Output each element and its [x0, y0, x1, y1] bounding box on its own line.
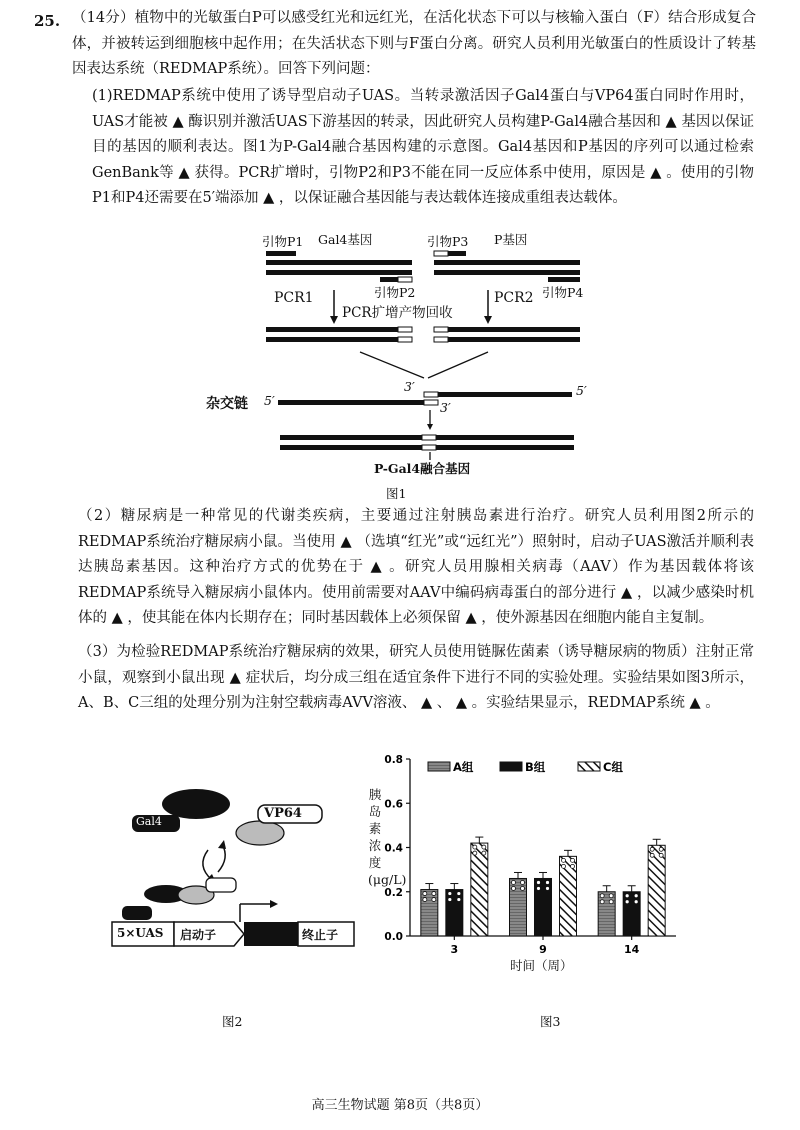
- chart-point: [600, 900, 604, 904]
- label-hybrid-3-bottom: 3′: [440, 400, 451, 415]
- chart-bar: [648, 845, 665, 936]
- label-p-gene: P基因: [494, 232, 528, 247]
- chart-bar: [471, 843, 488, 936]
- part-2-text: （2）糖尿病是一种常见的代谢类疾病，主要通过注射胰岛素进行治疗。研究人员利用图2所示的REDMAP系统治疗糖尿病小鼠。当使用 ▲ （选填“红光”或“远红光”）照射时，启动子UAS激活并顺利表达胰岛素基因。这种治疗方式的优势在于 ▲ 。研究人员用腺相关病毒（AAV）作为基因载体将该REDMAP系统导入糖尿病小鼠体内。使用前需要对AAV中编码病毒蛋白的部分进行 ▲ ，以减少感染时机体的 ▲ ，使其能在体内长期存在；同时基因载体上必须保留 ▲ ，使外源基因在细胞内能自主复制。: [78, 508, 754, 626]
- label-hybrid-3-top: 3′: [404, 379, 415, 394]
- legend-label: C组: [603, 760, 623, 774]
- label-pcr1: PCR1: [274, 290, 314, 306]
- chart-xlabel: 时间（周）: [510, 958, 573, 973]
- chart-point: [562, 858, 566, 862]
- label-terminator: 终止子: [302, 928, 339, 942]
- label-pcr2: PCR2: [494, 290, 534, 306]
- chart-point: [457, 898, 461, 902]
- chart-point: [482, 851, 486, 855]
- chart-point: [546, 886, 550, 890]
- chart-point: [512, 880, 516, 884]
- label-gal4-gene: Gal4基因: [318, 232, 373, 247]
- legend-label: A组: [453, 760, 474, 774]
- chart-point: [423, 892, 427, 896]
- figure-2-caption: 图2: [222, 1014, 243, 1029]
- label-hybrid-5-right: 5′: [576, 383, 587, 398]
- chart-bar: [446, 890, 463, 936]
- label-primer-p1: 引物P1: [262, 234, 304, 249]
- legend-swatch: [578, 762, 600, 771]
- label-5xuas: 5×UAS: [117, 926, 164, 940]
- figure-3-caption: 图3: [540, 1014, 561, 1029]
- chart-y-tick-label: 0.4: [384, 842, 403, 855]
- chart-point: [423, 898, 427, 902]
- label-vp64: VP64: [264, 806, 302, 821]
- label-hybrid-5-left: 5′: [264, 393, 275, 408]
- legend-swatch: [428, 762, 450, 771]
- label-primer-p3: 引物P3: [427, 234, 469, 249]
- chart-point: [537, 880, 541, 884]
- chart-point: [432, 898, 436, 902]
- chart-point: [571, 858, 575, 862]
- label-primer-p4: 引物P4: [542, 285, 584, 300]
- chart-point: [659, 847, 663, 851]
- label-primer-p2: 引物P2: [374, 285, 416, 300]
- chart-y-tick-label: 0.8: [384, 754, 403, 766]
- chart-point: [521, 880, 525, 884]
- chart-point: [600, 894, 604, 898]
- chart-point: [457, 892, 461, 896]
- question-intro: （14分）植物中的光敏蛋白P可以感受红光和远红光，在活化状态下可以与核输入蛋白（F）结合形成复合体，并被转运到细胞核中起作用；在失活状态下则与F蛋白分离。研究人员利用光敏蛋白的性质设计了转基因表达系统（REDMAP系统）。回答下列问题：: [72, 10, 756, 77]
- page-footer: 高三生物试题 第8页（共8页）: [311, 1098, 489, 1113]
- chart-bar: [598, 892, 615, 936]
- label-hybrid: 杂交链: [206, 396, 248, 412]
- chart-point: [609, 894, 613, 898]
- chart-ylabel: 胰岛素浓度(μg/L): [368, 787, 407, 887]
- chart-point: [609, 900, 613, 904]
- part-3-text: （3）为检验REDMAP系统治疗糖尿病的效果，研究人员使用链脲佐菌素（诱导糖尿病的物质）注射正常小鼠，观察到小鼠出现 ▲ 症状后，均分成三组在适宜条件下进行不同的实验处理。实验结果如图3所示，A、B、C三组的处理分别为注射空载病毒AVV溶液、 ▲ 、 ▲ 。实验结果显示，REDMAP系统 ▲ 。: [78, 644, 754, 711]
- figure-1-caption: 图1: [386, 486, 407, 501]
- chart-bar: [623, 892, 640, 936]
- label-fusion-gene: P-Gal4融合基因: [374, 461, 471, 476]
- chart-bar: [560, 856, 577, 936]
- chart-y-tick-label: 0.6: [384, 798, 403, 811]
- chart-point: [473, 851, 477, 855]
- label-promoter: 启动子: [180, 928, 217, 942]
- chart-y-tick-label: 0.2: [384, 886, 403, 899]
- chart-point: [537, 886, 541, 890]
- chart-x-tick-label: 3: [450, 943, 459, 956]
- part-1-text: (1)REDMAP系统中使用了诱导型启动子UAS。当转录激活因子Gal4蛋白与VP64蛋白同时作用时，UAS才能被 ▲ 酶识别并激活UAS下游基因的转录，因此研究人员构建P-Gal4融合基因和 ▲ 基因以保证目的基因的顺利表达。图1为P-Gal4融合基因构建的示意图。Gal4基因和P基因的序列可以通过检索GenBank等 ▲ 获得。PCR扩增时，引物P2和P3不能在同一反应体系中使用，原因是 ▲ 。使用的引物P1和P4还需要在5′端添加 ▲ ，以保证融合基因能与表达载体连接成重组表达载体。: [92, 88, 754, 206]
- chart-point: [448, 892, 452, 896]
- chart-point: [562, 864, 566, 868]
- chart-point: [432, 892, 436, 896]
- chart-point: [512, 886, 516, 890]
- chart-point: [521, 886, 525, 890]
- chart-point: [448, 898, 452, 902]
- chart-point: [634, 900, 638, 904]
- chart-point: [634, 894, 638, 898]
- chart-bar: [421, 890, 438, 936]
- chart-point: [659, 853, 663, 857]
- chart-point: [482, 845, 486, 849]
- label-pcr-recover: PCR扩增产物回收: [342, 305, 453, 321]
- chart-point: [625, 894, 629, 898]
- legend-swatch: [500, 762, 522, 771]
- chart-x-tick-label: 14: [624, 943, 640, 956]
- chart-point: [571, 864, 575, 868]
- chart-point: [473, 845, 477, 849]
- label-gal4: Gal4: [136, 815, 162, 828]
- question-number: 25.: [34, 12, 61, 30]
- chart-point: [546, 880, 550, 884]
- chart-x-tick-label: 9: [539, 943, 547, 956]
- chart-point: [625, 900, 629, 904]
- legend-label: B组: [525, 760, 546, 774]
- chart-point: [650, 853, 654, 857]
- chart-y-tick-label: 0.0: [384, 931, 403, 943]
- chart-point: [650, 847, 654, 851]
